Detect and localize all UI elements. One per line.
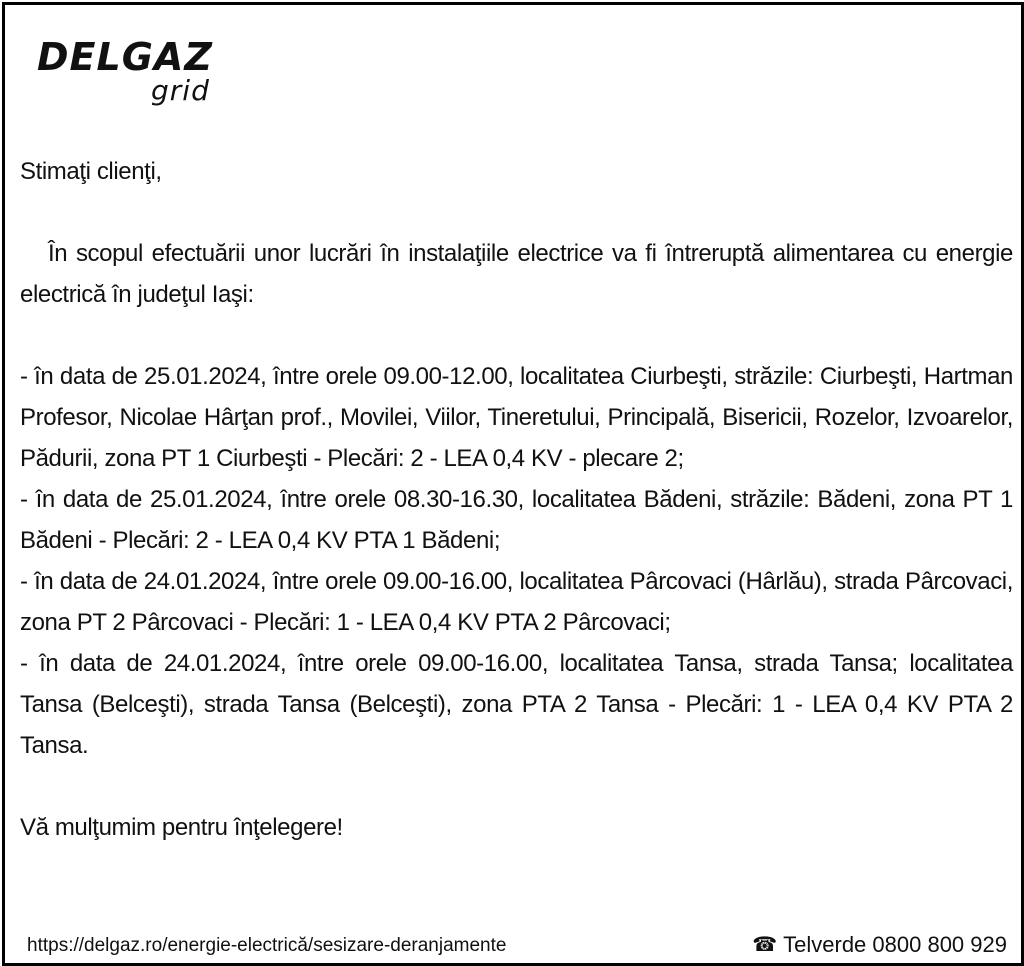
greeting: Stimaţi clienţi, <box>20 158 162 185</box>
delgaz-grid-logo <box>37 31 237 111</box>
letter-body <box>20 151 1013 848</box>
outage-item-1: - în data de 25.01.2024, între orele 09.00-12.00, localitatea Ciurbeşti, străzile: Ciurbeşti, Hartman Profesor, Nicolae Hârţan prof., Movilei, Viilor, Tineretului, Principală, Bisericii, Rozelor, Izvoarelor, Pădurii, zona PT 1 Ciurbeşti - Plecări: 2 - LEA 0,4 KV - plecare 2; <box>20 363 1013 472</box>
phone-icon: ☎ <box>752 934 778 956</box>
closing-line: Vă mulţumim pentru înţelegere! <box>20 814 343 841</box>
footer-phone <box>752 932 1007 958</box>
footer-url-link[interactable]: https://delgaz.ro/energie-electrică/sesizare-deranjamente <box>27 935 507 956</box>
outage-item-4: - în data de 24.01.2024, între orele 09.00-16.00, localitatea Tansa, strada Tansa; localitatea Tansa (Belceşti), strada Tansa (Belceşti), zona PTA 2 Tansa - Plecări: 1 - LEA 0,4 KV PTA 2 Tansa. <box>20 650 1013 759</box>
outage-item-2: - în data de 25.01.2024, între orele 08.30-16.30, localitatea Bădeni, străzile: Bădeni, zona PT 1 Bădeni - Plecări: 2 - LEA 0,4 KV PTA 1 Bădeni; <box>20 486 1013 554</box>
intro-paragraph: În scopul efectuării unor lucrări în instalaţiile electrice va fi întreruptă alimentarea cu energie electrică în judeţul Iaşi: <box>20 240 1013 308</box>
logo-sub-text: grid <box>151 74 210 107</box>
phone-number: Telverde 0800 800 929 <box>783 932 1007 957</box>
footer <box>27 934 1007 960</box>
notice-frame <box>2 2 1024 966</box>
logo-brand-text: DELGAZ <box>37 35 213 79</box>
outage-item-3: - în data de 24.01.2024, între orele 09.00-16.00, localitatea Pârcovaci (Hârlău), strada Pârcovaci, zona PT 2 Pârcovaci - Plecări: 1 - LEA 0,4 KV PTA 2 Pârcovaci; <box>20 568 1013 636</box>
